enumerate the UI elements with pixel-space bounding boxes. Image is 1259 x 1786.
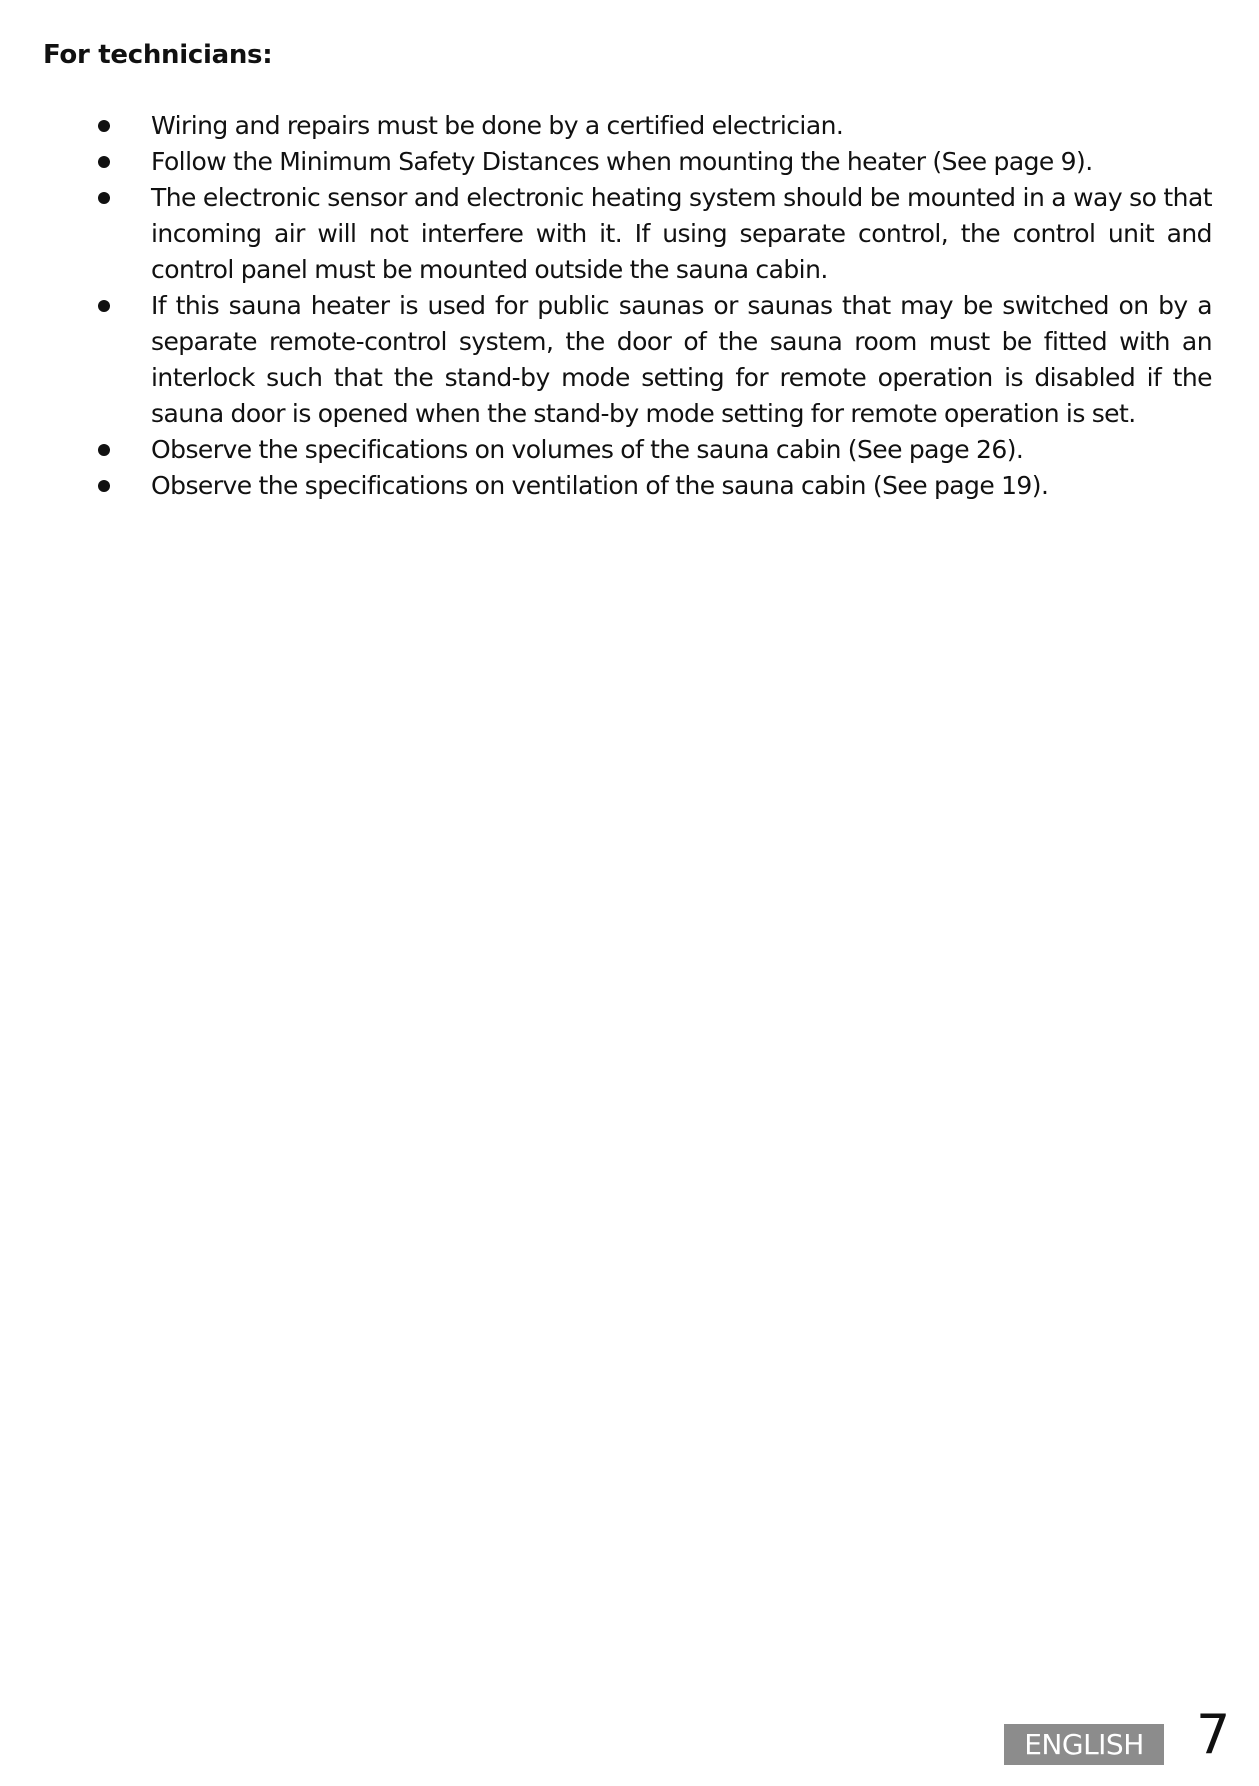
bullet-icon bbox=[98, 156, 110, 168]
list-item bbox=[98, 144, 1212, 180]
section-heading: For technicians: bbox=[43, 40, 273, 70]
language-label: ENGLISH bbox=[1004, 1724, 1164, 1765]
page-number: 7 bbox=[1196, 1703, 1231, 1766]
bullet-icon bbox=[98, 480, 110, 492]
technician-instructions-list bbox=[98, 108, 1212, 504]
list-item-text: Wiring and repairs must be done by a certified electrician. bbox=[151, 111, 844, 140]
list-item bbox=[98, 108, 1212, 144]
list-item bbox=[98, 468, 1212, 504]
list-item bbox=[98, 180, 1212, 288]
list-item-text: If this sauna heater is used for public saunas or saunas that may be switched on by a separate remote-control system, the door of the sauna room must be fitted with an interlock such that the stand-by mode setting for remote operation is disabled if the sauna door is opened when the stand-by mode setting for remote operation is set. bbox=[151, 291, 1212, 428]
list-item bbox=[98, 288, 1212, 432]
bullet-icon bbox=[98, 192, 110, 204]
list-item-text: Observe the specifications on volumes of the sauna cabin (See page 26). bbox=[151, 435, 1024, 464]
bullet-icon bbox=[98, 300, 110, 312]
list-item-text: The electronic sensor and electronic heating system should be mounted in a way so that incoming air will not interfere with it. If using separate control, the control unit and control panel must be mounted outside the sauna cabin. bbox=[151, 183, 1212, 284]
bullet-icon bbox=[98, 120, 110, 132]
bullet-icon bbox=[98, 444, 110, 456]
list-item bbox=[98, 432, 1212, 468]
list-item-text: Follow the Minimum Safety Distances when mounting the heater (See page 9). bbox=[151, 147, 1093, 176]
list-item-text: Observe the specifications on ventilation of the sauna cabin (See page 19). bbox=[151, 471, 1049, 500]
